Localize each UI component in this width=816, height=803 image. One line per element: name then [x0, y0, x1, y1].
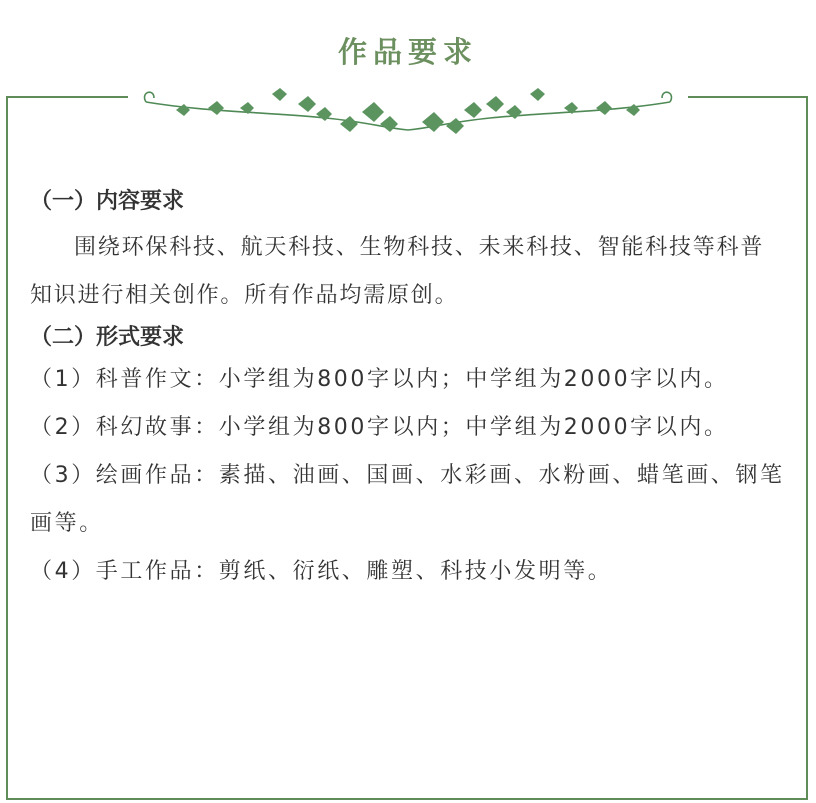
list-item: （1）科普作文：小学组为800字以内；中学组为2000字以内。	[30, 367, 729, 392]
requirements-content	[30, 184, 786, 596]
frame-top-left-line	[6, 96, 128, 98]
list-item: （3）绘画作品：素描、油画、国画、水彩画、水粉画、蜡笔画、钢笔画等。	[30, 463, 785, 536]
list-item: （4）手工作品：剪纸、衍纸、雕塑、科技小发明等。	[30, 559, 613, 584]
section-text-content: 围绕环保科技、航天科技、生物科技、未来科技、智能科技等科普知识进行相关创作。所有作品均需原创。	[30, 235, 765, 308]
section-heading-format: （二）形式要求	[30, 325, 185, 350]
vine-decoration	[126, 82, 690, 142]
list-item: （2）科幻故事：小学组为800字以内；中学组为2000字以内。	[30, 415, 729, 440]
page-title: 作品要求	[337, 35, 478, 69]
section-heading-content: （一）内容要求	[30, 189, 185, 214]
frame-top-right-line	[688, 96, 808, 98]
